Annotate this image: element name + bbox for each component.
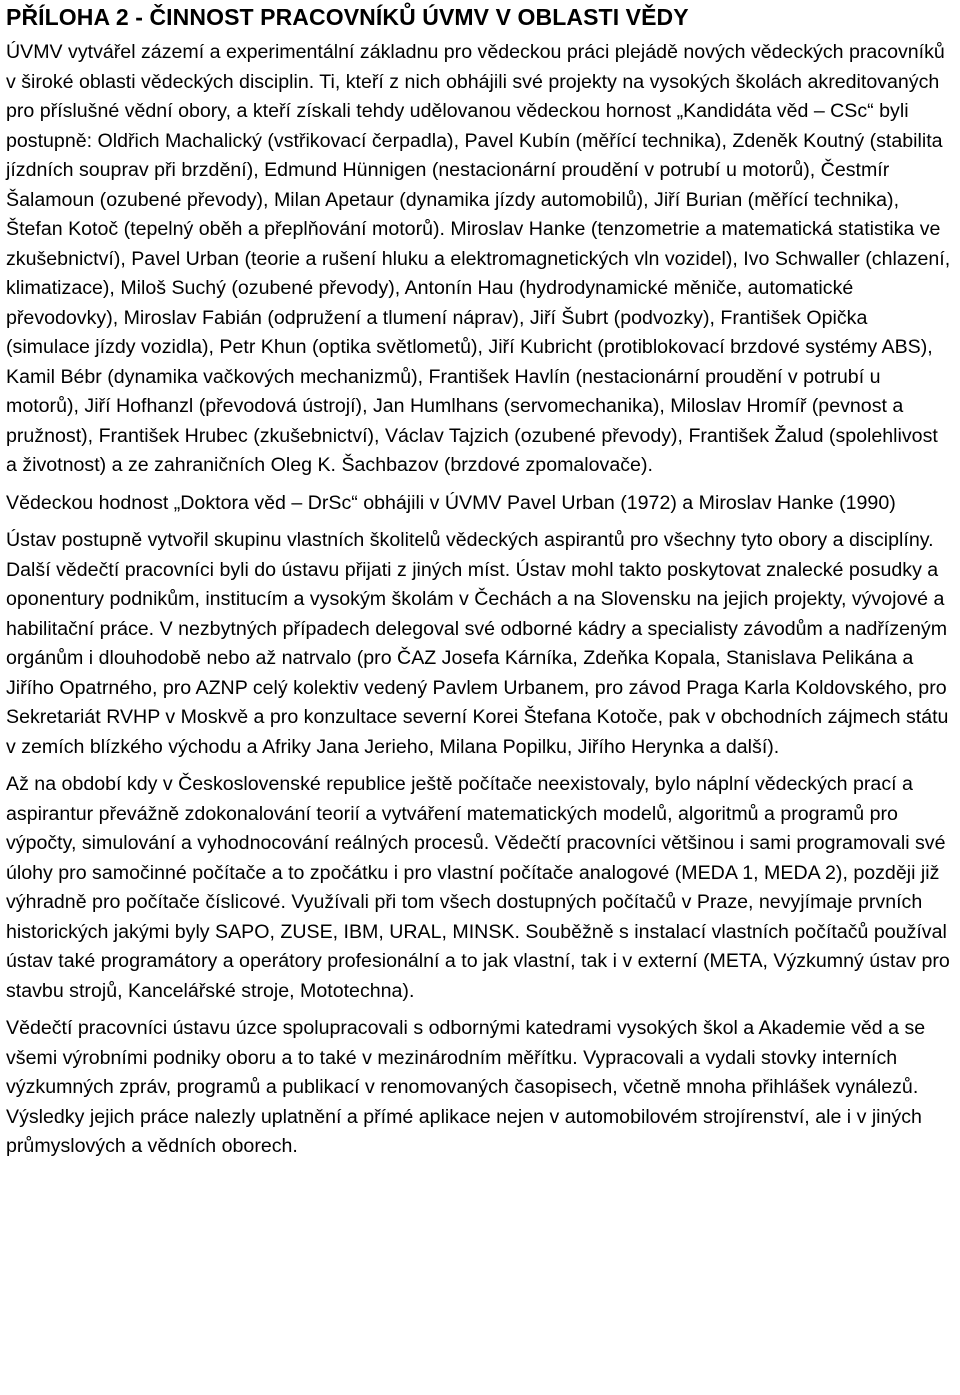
paragraph-candidates: ÚVMV vytvářel zázemí a experimentální základnu pro vědeckou práci plejádě nových vědeckých pracovníků v široké oblasti vědeckých disciplin. Ti, kteří z nich obhájili své projekty na vysokých školách akreditovaných pro příslušné vědní obory, a kteří získali tehdy udělovanou vědeckou hornost „Kandidáta věd – CSc“ byli postupně: Oldřich Machalický (vstřikovací čerpadla), Pavel Kubín (měřící technika), Zdeněk Koutný (stabilita jízdních souprav při brzdění), Edmund Hünnigen (nestacionární proudění v potrubí u motorů), Čestmír Šalamoun (ozubené převody), Milan Apetaur (dynamika jízdy automobilů), Jiří Burian (měřící technika), Štefan Kotoč (tepelný oběh a přeplňování motorů). Miroslav Hanke (tenzometrie a matematická statistika ve zkušebnictví), Pavel Urban (teorie a rušení hluku a elektromagnetických vln vozidel), Ivo Schwaller (chlazení, klimatizace), Miloš Suchý (ozubené převody), Antonín Hau (hydrodynamické měniče, automatické převodovky), Miroslav Fabián (odpružení a tlumení náprav), Jiří Šubrt (podvozky), František Opička (simulace jízdy vozidla), Petr Khun (optika světlometů), Jiří Kubricht (protiblokovací brzdové systémy ABS), Kamil Bébr (dynamika vačkových mechanizmů), František Havlín (nestacionární proudění v potrubí u motorů), Jiří Hofhanzl (převodová ústrojí), Jan Humlhans (servomechanika), Miloslav Hromíř (pevnost a pružnost), František Hrubec (zkušebnictví), Václav Tajzich (ozubené převody), František Žalud (spolehlivost a životnost) a ze zahraničních Oleg K. Šachbazov (brzdové zpomalovače). xyxy=(6,41,951,476)
paragraph-supervisors: Ústav postupně vytvořil skupinu vlastních školitelů vědeckých aspirantů pro všechny tyto obory a disciplíny. Další vědečtí pracovníci byli do ústavu přijati z jiných míst. Ústav mohl takto poskytovat znalecké posudky a oponentury podnikům, institucím a vysokým školám v Čechách a na Slovensku na jejich projekty, vývojové a habilitační práce. V nezbytných případech delegoval své odborné kádry a specialisty závodům a nadřízeným orgánům i dlouhodobě nebo až natrvalo (pro ČAZ Josefa Kárníka, Zdeňka Kopala, Stanislava Pelikána a Jiřího Opatrného, pro AZNP celý kolektiv vedený Pavlem Urbanem, pro závod Praga Karla Koldovského, pro Sekretariát RVHP v Moskvě a pro konzultace severní Korei Štefana Kotoče, pak v obchodních zájmech státu v zemích blízkého východu a Afriky Jana Jerieho, Milana Popilku, Jiřího Herynka a další). xyxy=(6,529,949,758)
paragraph-doctors: Vědeckou hodnost „Doktora věd – DrSc“ obhájili v ÚVMV Pavel Urban (1972) a Miroslav Hanke (1990) xyxy=(6,491,896,514)
document-title: PŘÍLOHA 2 - ČINNOST PRACOVNÍKŮ ÚVMV V OBLASTI VĚDY xyxy=(6,4,689,30)
paragraph-cooperation: Vědečtí pracovníci ústavu úzce spolupracovali s odbornými katedrami vysokých škol a Akademie věd a se všemi výrobními podniky oboru a to také v mezinárodním měřítku. Vypracovali a vydali stovky interních výzkumných zpráv, programů a publikací v renomovaných časopisech, včetně mnoha přihlášek vynálezů. Výsledky jejich práce nalezly uplatnění a přímé aplikace nejen v automobilovém strojírenství, ale i v jiných průmyslových a vědních oborech. xyxy=(6,1017,926,1157)
paragraph-computing: Až na období kdy v Československé republice ještě počítače neexistovaly, bylo náplní vědeckých prací a aspirantur převážně zdokonalování teorií a vytváření matematických modelů, algoritmů a programů pro výpočty, simulování a vyhodnocování reálných procesů. Vědečtí pracovníci většinou i sami programovali své úlohy pro samočinné počítače a to zpočátku i pro vlastní počítače analogové (MEDA 1, MEDA 2), později již výhradně pro počítače číslicové. Využívali při tom všech dostupných počítačů v Praze, nevyjímaje prvních historických jakými byly SAPO, ZUSE, IBM, URAL, MINSK. Souběžně s instalací vlastních počítačů používal ústav také programátory a operátory profesionální a to jak vlastní, tak i v externí (META, Výzkumný ústav pro stavbu strojů, Kancelářské stroje, Mototechna). xyxy=(6,773,950,1002)
